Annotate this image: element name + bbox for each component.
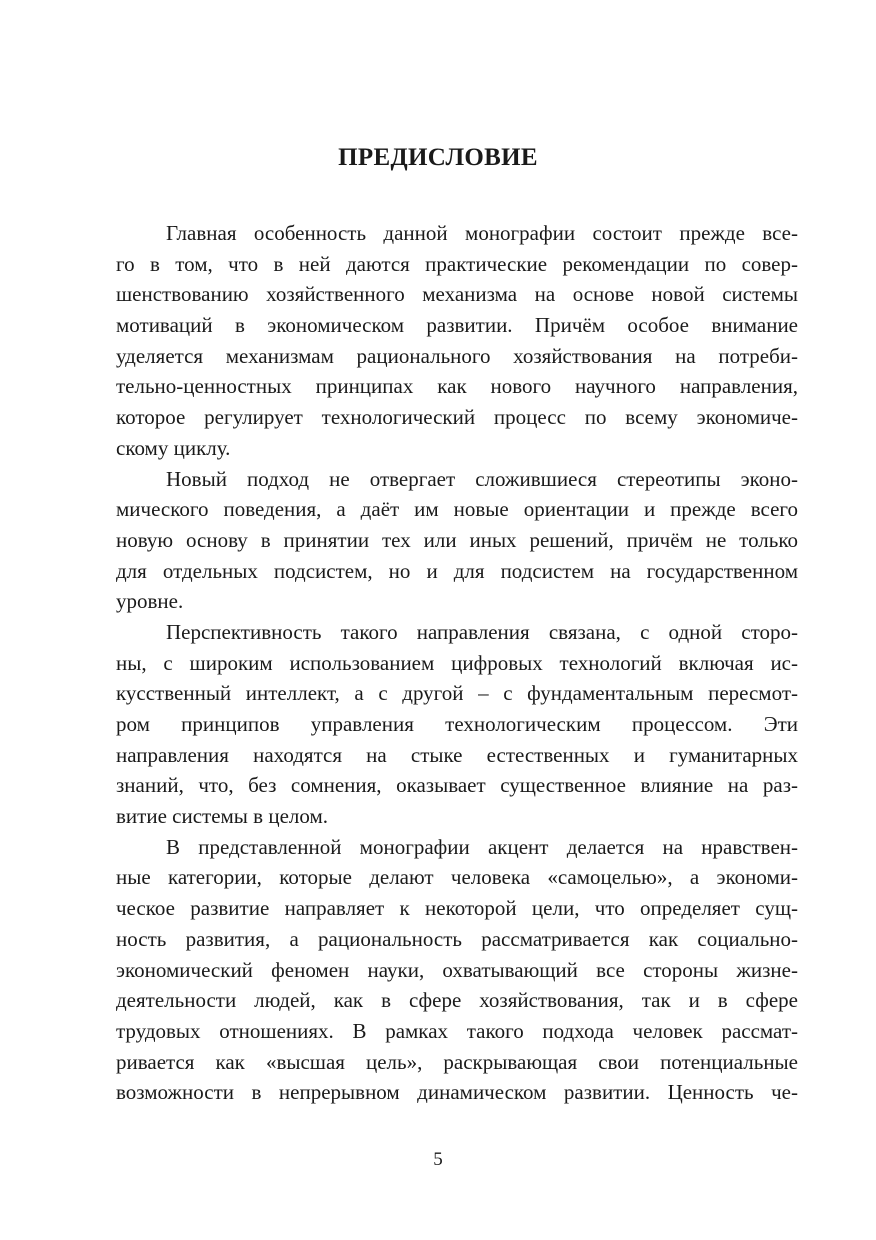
text-line: Перспективность такого направления связана, с одной сторо- — [166, 619, 798, 644]
paragraph-2 — [116, 464, 798, 617]
text-line: го в том, что в ней даются практические рекомендации по совер- — [116, 251, 798, 276]
text-line: возможности в непрерывном динамическом развитии. Ценность че- — [116, 1080, 798, 1105]
text-line: которое регулирует технологический процесс по всему экономиче- — [116, 405, 798, 430]
text-line: тельно-ценностных принципах как нового научного направления, — [116, 374, 798, 399]
text-line: Новый подход не отвергает сложившиеся стереотипы эконо- — [166, 466, 798, 491]
text-line: ром принципов управления технологическим процессом. Эти — [116, 712, 798, 736]
text-line: кусственный интеллект, а с другой – с фундаментальным пересмот- — [116, 681, 798, 706]
text-line: новую основу в принятии тех или иных решений, причём не только — [116, 527, 798, 552]
text-line: шенствованию хозяйственного механизма на основе новой системы — [116, 282, 798, 307]
paragraph-4 — [116, 832, 798, 1108]
text-line: уделяется механизмам рационального хозяйствования на потреби- — [116, 343, 798, 368]
page-title: ПРЕДИСЛОВИЕ — [338, 144, 538, 171]
paragraph-1 — [116, 218, 798, 464]
text-line: В представленной монографии акцент делается на нравствен- — [166, 834, 798, 859]
text-line: мотиваций в экономическом развитии. Причём особое внимание — [116, 313, 798, 338]
text-line: для отдельных подсистем, но и для подсистем на государственном — [116, 558, 798, 583]
text-line: трудовых отношениях. В рамках такого подхода человек рассмат- — [116, 1018, 798, 1043]
text-line: Главная особенность данной монографии состоит прежде все- — [166, 221, 798, 245]
text-line: витие системы в целом. — [116, 804, 329, 829]
text-line: мического поведения, а даёт им новые ориентации и прежде всего — [116, 497, 798, 522]
text-line: ны, с широким использованием цифровых технологий включая ис- — [116, 650, 798, 675]
text-line: экономический феномен науки, охватывающий все стороны жизне- — [116, 957, 798, 982]
text-line: деятельности людей, как в сфере хозяйствования, так и в сфере — [116, 988, 798, 1013]
text-line: знаний, что, без сомнения, оказывает существенное влияние на раз- — [116, 773, 798, 798]
text-line: ность развития, а рациональность рассматривается как социально- — [116, 926, 798, 951]
page-number: 5 — [433, 1149, 443, 1170]
text-line: ривается как «высшая цель», раскрывающая свои потенциальные — [116, 1049, 798, 1074]
text-line: направления находятся на стыке естественных и гуманитарных — [116, 742, 798, 767]
text-line: скому циклу. — [116, 435, 231, 460]
text-line: ные категории, которые делают человека «самоцелью», а экономи- — [116, 865, 798, 890]
text-line: ческое развитие направляет к некоторой цели, что определяет сущ- — [116, 896, 798, 921]
paragraph-3 — [116, 617, 798, 832]
text-line: уровне. — [116, 589, 184, 614]
body-text — [116, 218, 798, 1108]
